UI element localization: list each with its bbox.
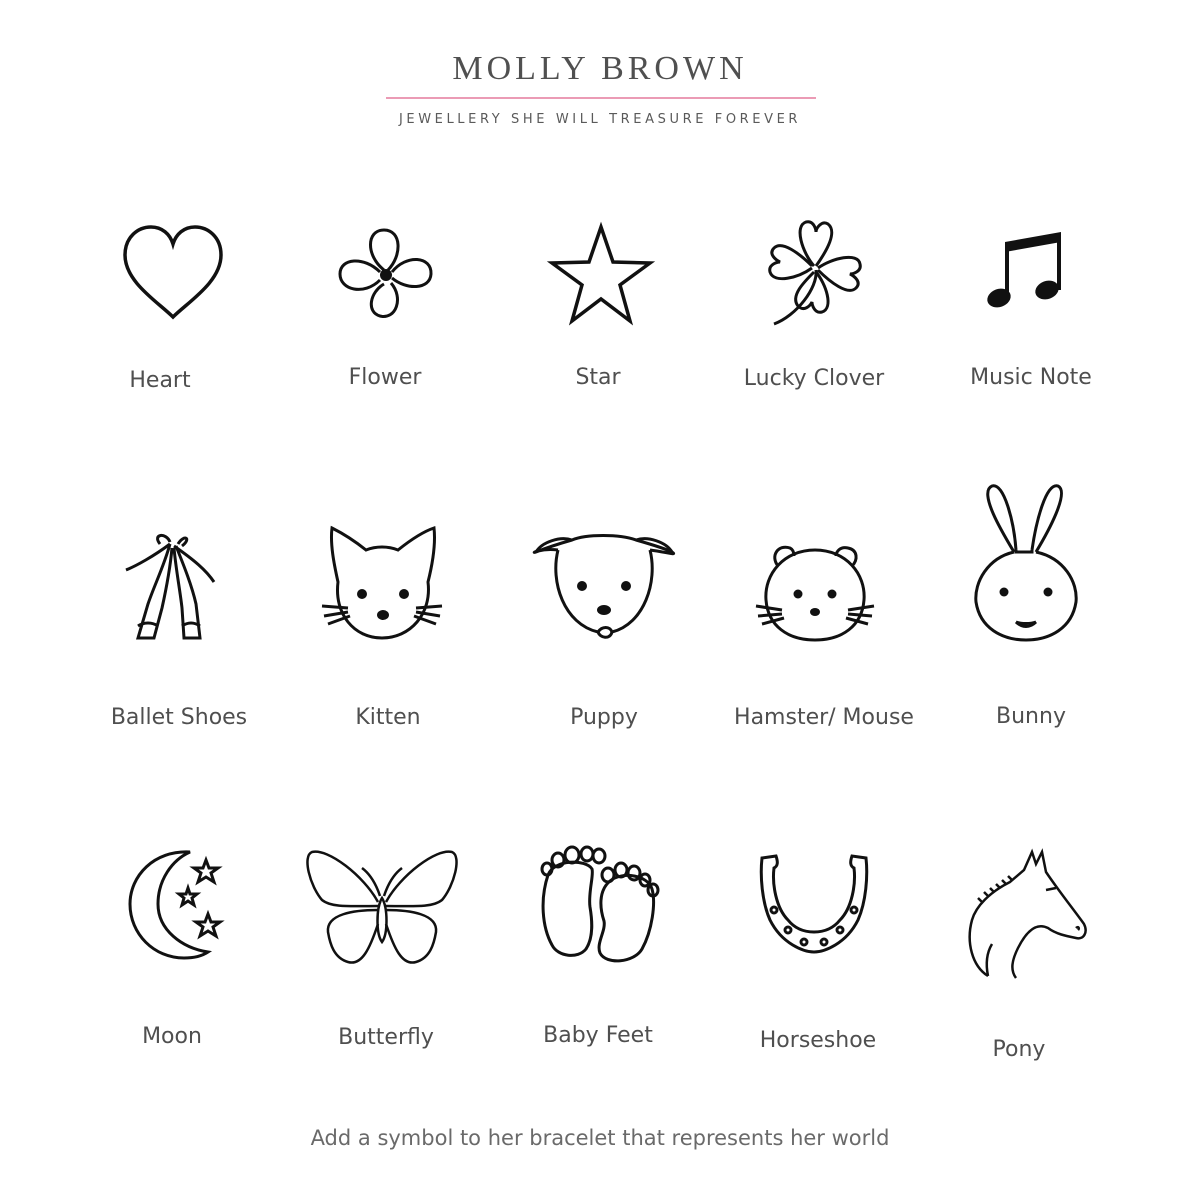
- symbol-label-baby-feet: Baby Feet: [543, 1023, 653, 1048]
- lucky-clover-icon: [766, 218, 864, 328]
- brand-name: MOLLY BROWN: [452, 50, 748, 87]
- star-icon: [548, 223, 654, 325]
- brand-divider: [386, 97, 816, 99]
- symbol-label-star: Star: [575, 365, 621, 390]
- moon-icon: [128, 848, 224, 960]
- pony-icon: [966, 850, 1088, 980]
- ballet-shoes-icon: [124, 530, 216, 644]
- bunny-icon: [974, 482, 1078, 644]
- puppy-icon: [532, 528, 676, 644]
- baby-feet-icon: [538, 845, 662, 965]
- symbol-label-moon: Moon: [142, 1024, 202, 1049]
- symbol-label-kitten: Kitten: [355, 705, 421, 730]
- symbol-label-lucky-clover: Lucky Clover: [743, 366, 885, 391]
- symbol-label-bunny: Bunny: [996, 704, 1066, 729]
- music-note-icon: [985, 230, 1065, 312]
- heart-icon: [120, 222, 226, 322]
- butterfly-icon: [304, 848, 460, 970]
- symbol-label-hamster-mouse: Hamster/ Mouse: [734, 705, 914, 730]
- symbol-label-horseshoe: Horseshoe: [759, 1028, 877, 1053]
- symbol-label-music-note: Music Note: [970, 365, 1092, 390]
- symbol-label-heart: Heart: [129, 368, 191, 393]
- hamster-mouse-icon: [754, 542, 876, 644]
- footer-caption: Add a symbol to her bracelet that represents her world: [310, 1126, 890, 1150]
- brand-tagline: JEWELLERY SHE WILL TREASURE FOREVER: [398, 112, 802, 127]
- symbol-label-puppy: Puppy: [570, 705, 638, 730]
- symbol-label-ballet-shoes: Ballet Shoes: [110, 705, 248, 730]
- flower-icon: [336, 226, 436, 322]
- symbol-label-butterfly: Butterfly: [338, 1025, 434, 1050]
- kitten-icon: [320, 524, 444, 642]
- symbol-label-pony: Pony: [992, 1037, 1046, 1062]
- horseshoe-icon: [760, 852, 868, 954]
- symbol-label-flower: Flower: [348, 365, 422, 390]
